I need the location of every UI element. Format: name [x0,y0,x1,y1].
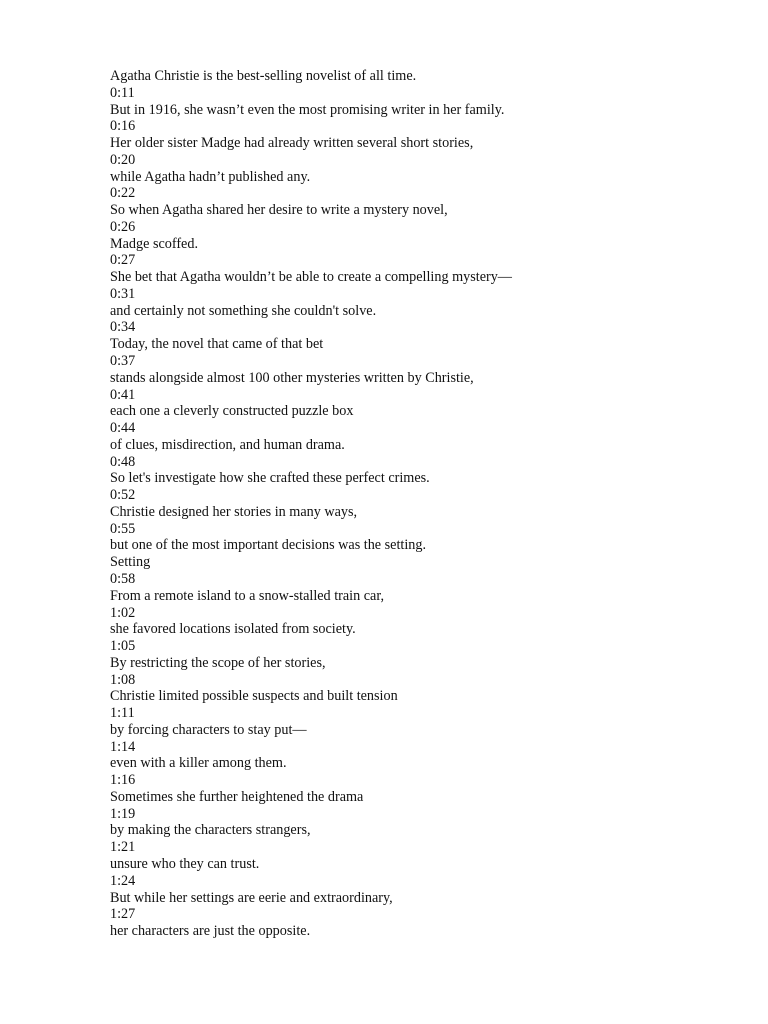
timestamp: 0:16 [110,118,136,135]
transcript-line: by making the characters strangers, [110,822,311,839]
transcript-page [110,68,730,973]
timestamp: 0:20 [110,151,136,168]
timestamp: 1:16 [110,772,136,789]
timestamp: 0:52 [110,487,136,504]
transcript-line: Her older sister Madge had already written several short stories, [110,135,474,152]
timestamp: 0:41 [110,386,136,403]
transcript-line: of clues, misdirection, and human drama. [110,436,345,453]
timestamp: 1:24 [110,872,136,889]
section-heading: Setting [110,554,151,571]
transcript-line: each one a cleverly constructed puzzle box [110,403,354,420]
transcript-line: even with a killer among them. [110,755,287,772]
transcript-line: while Agatha hadn’t published any. [110,168,311,185]
transcript-line: From a remote island to a snow-stalled train car, [110,587,385,604]
transcript-line: So let's investigate how she crafted these perfect crimes. [110,470,430,487]
timestamp: 0:26 [110,218,136,235]
timestamp: 0:31 [110,285,136,302]
transcript-line: Sometimes she further heightened the drama [110,788,364,805]
transcript-line: and certainly not something she couldn't solve. [110,302,377,319]
transcript-line: she favored locations isolated from society. [110,621,356,638]
timestamp: 0:34 [110,319,136,336]
timestamp: 0:44 [110,420,136,437]
timestamp [110,940,730,957]
transcript-line: But while her settings are eerie and extraordinary, [110,889,393,906]
timestamp: 0:58 [110,570,136,587]
transcript-line: She bet that Agatha wouldn’t be able to create a compelling mystery— [110,269,512,286]
transcript-line: But in 1916, she wasn’t even the most promising writer in her family. [110,101,505,118]
timestamp: 0:55 [110,520,136,537]
timestamp: 1:02 [110,604,136,621]
timestamp: 0:22 [110,185,136,202]
timestamp: 1:21 [110,839,136,856]
transcript-line: Christie designed her stories in many ways, [110,503,358,520]
transcript-line: stands alongside almost 100 other mysteries written by Christie, [110,369,474,386]
transcript-line [110,957,730,974]
timestamp: 1:19 [110,805,136,822]
timestamp: 1:11 [110,705,135,722]
timestamp: 1:27 [110,906,136,923]
transcript-line: by forcing characters to stay put— [110,721,307,738]
transcript-line: her characters are just the opposite. [110,923,311,940]
timestamp: 1:05 [110,638,136,655]
timestamp: 0:37 [110,353,136,370]
timestamp: 1:14 [110,738,136,755]
timestamp: 0:27 [110,252,136,269]
transcript-line: Agatha Christie is the best-selling novelist of all time. [110,68,417,84]
timestamp: 1:08 [110,671,136,688]
transcript-line: So when Agatha shared her desire to write a mystery novel, [110,202,448,219]
timestamp: 0:48 [110,453,136,470]
transcript-line: By restricting the scope of her stories, [110,654,326,671]
transcript-line: Madge scoffed. [110,235,198,252]
transcript-line: but one of the most important decisions was the setting. [110,537,427,554]
timestamp: 0:11 [110,84,135,101]
transcript-line: unsure who they can trust. [110,855,260,872]
transcript-line: Today, the novel that came of that bet [110,336,324,353]
transcript-line: Christie limited possible suspects and built tension [110,688,398,705]
